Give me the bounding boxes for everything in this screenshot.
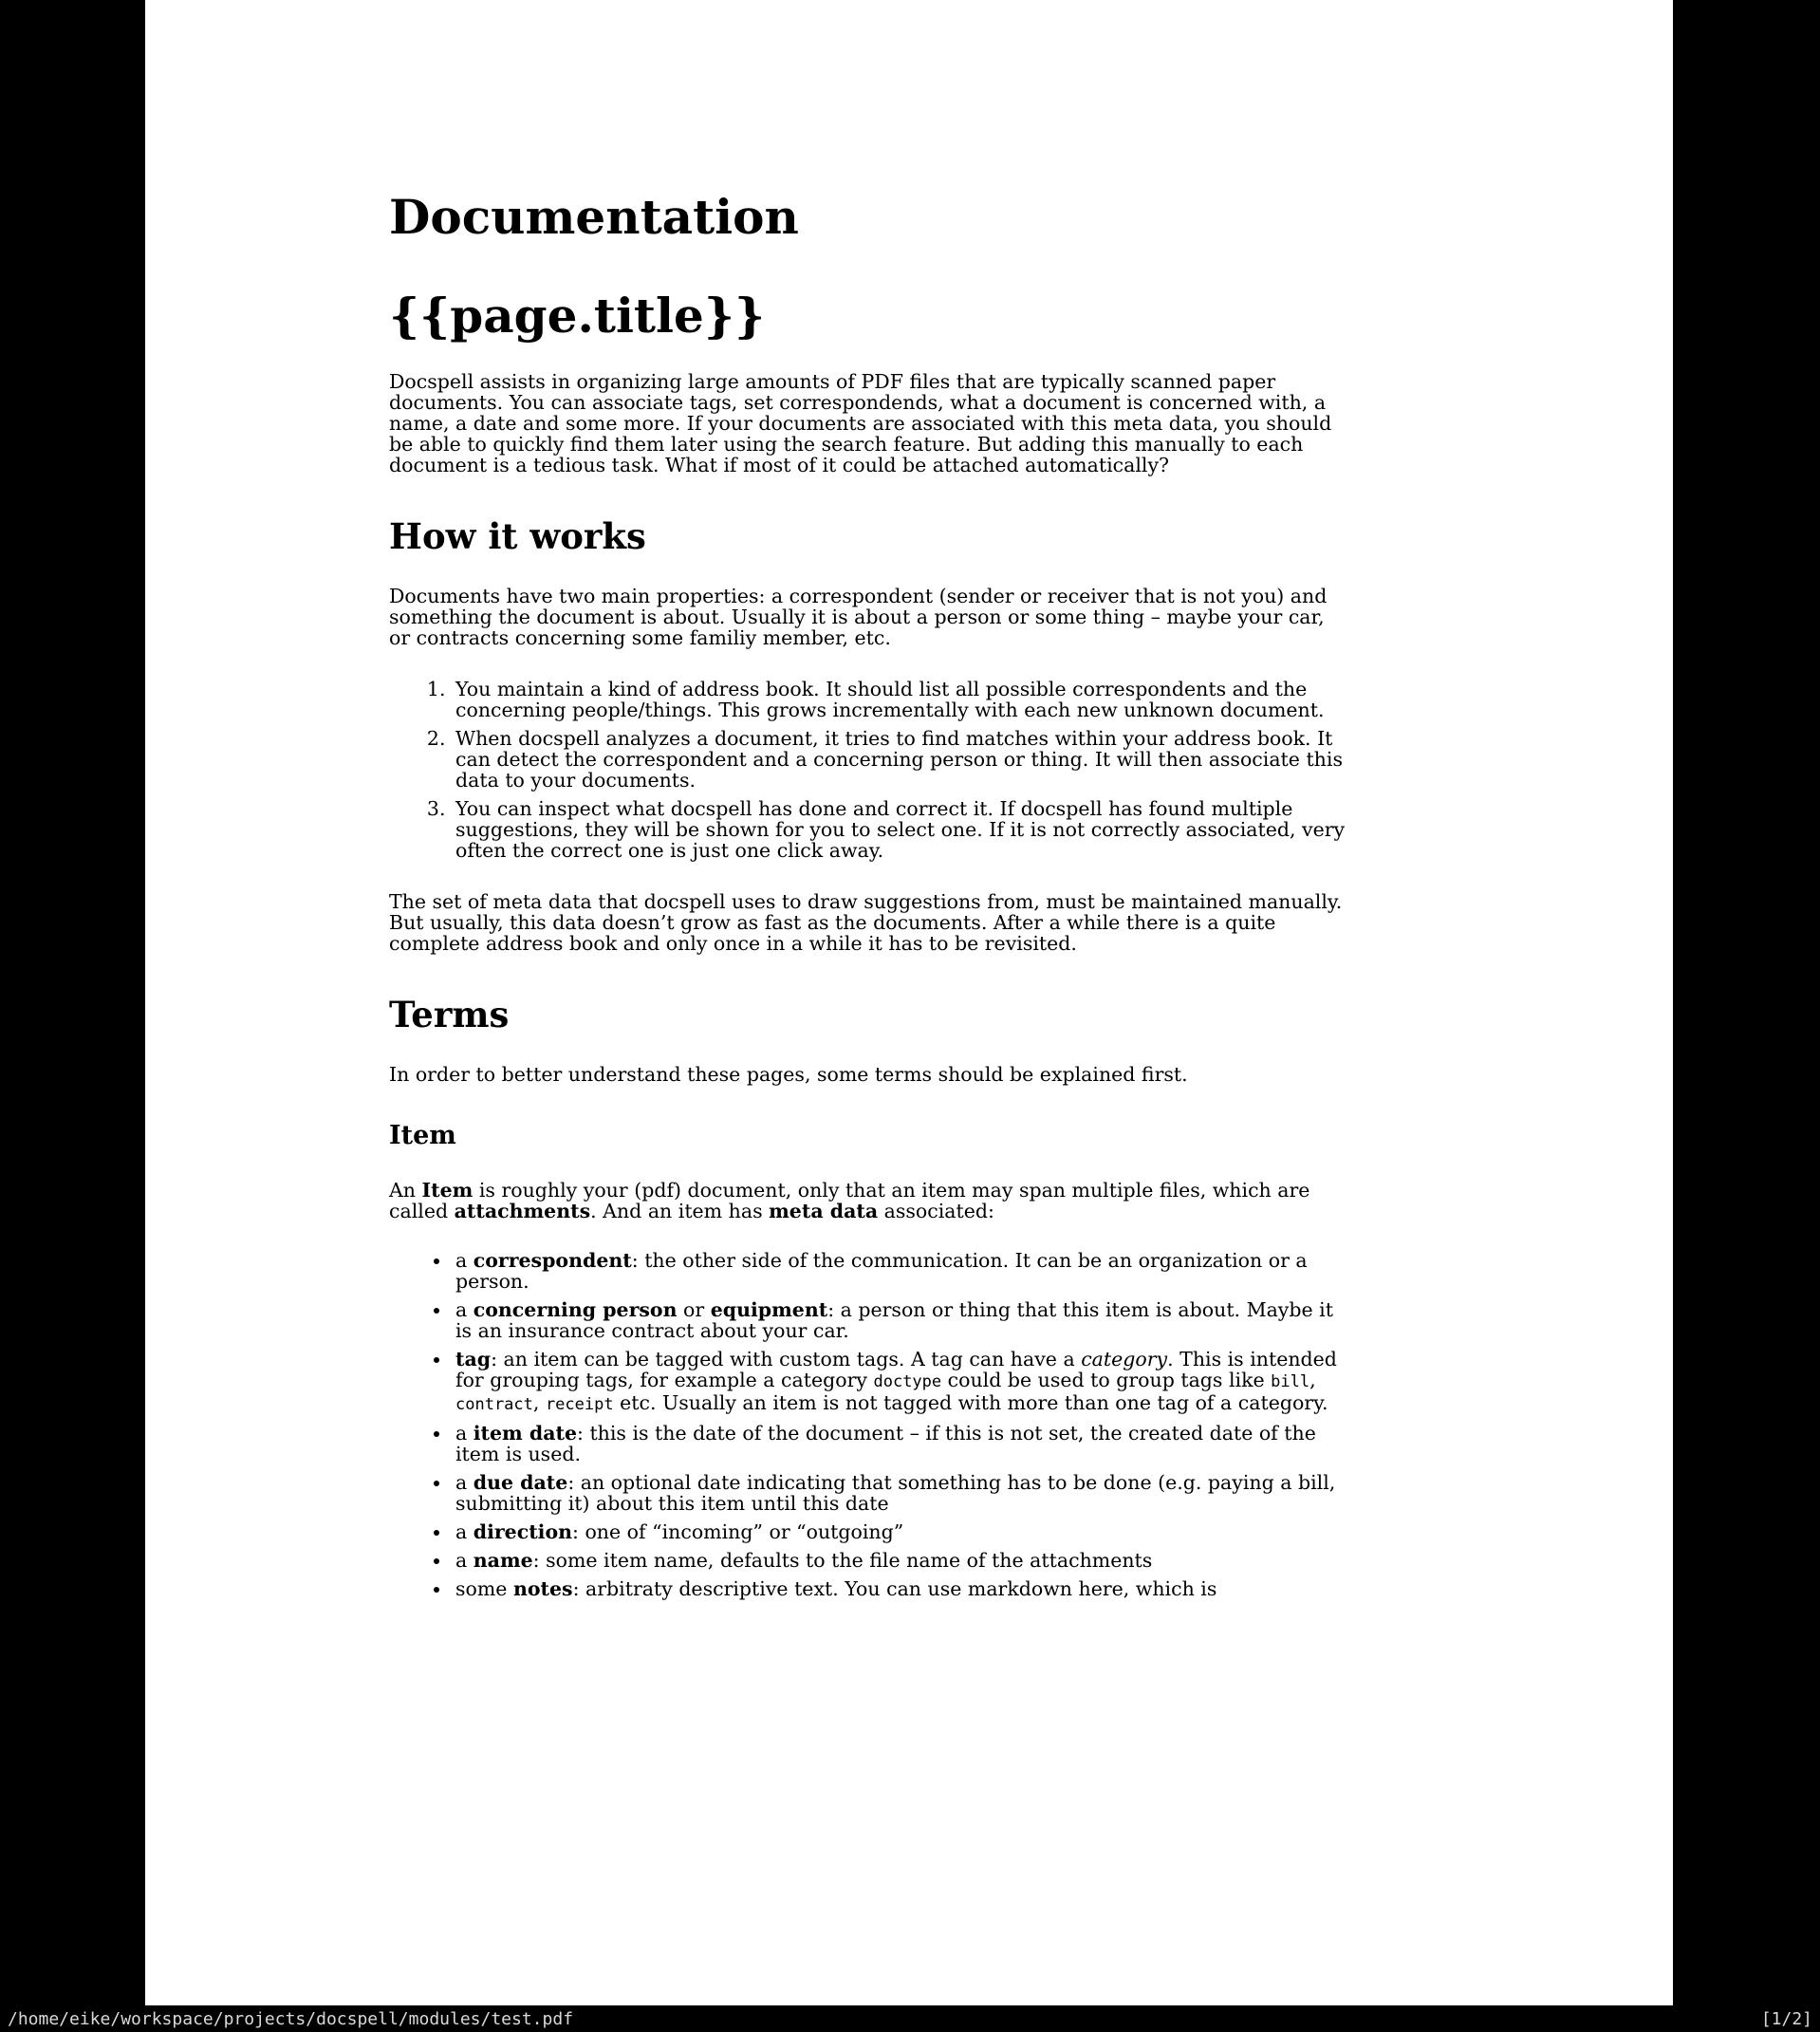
meta-bullet: • a correspondent: the other side of the communication. It can be an organization or a person.	[452, 1250, 1347, 1292]
meta-bullet: • a name: some item name, defaults to the file name of the attachments	[452, 1550, 1347, 1571]
statusbar	[0, 2005, 1820, 2032]
meta-bullet: • a direction: one of “incoming” or “outgoing”	[452, 1521, 1347, 1542]
page-content	[145, 0, 1673, 2005]
meta-bullet: • tag: an item can be tagged with custom tags. A tag can have a category. This is intended for grouping tags, for example a category doctype could be used to group tags like bill, contract, receipt etc. Usually an item is not tagged with more than one tag of a category.	[452, 1349, 1347, 1415]
statusbar-file-path: /home/eike/workspace/projects/docspell/modules/test.pdf	[8, 2008, 574, 2029]
step-item: 2. When docspell analyzes a document, it tries to find matches within your address book. It can detect the correspondent and a concerning person or thing. It will then associate this data to your documents.	[452, 728, 1347, 791]
pdf-page	[145, 0, 1673, 2005]
how-it-works-intro: Documents have two main properties: a correspondent (sender or receiver that is not you) and something the document is about. Usually it is about a person or some thing – maybe your car, or contracts concerning some familiy member, etc.	[389, 584, 1328, 649]
heading-item: Item	[389, 1120, 456, 1150]
statusbar-page-indicator: [1/2]	[1760, 2008, 1812, 2029]
heading-documentation: Documentation	[389, 189, 799, 245]
heading-how-it-works: How it works	[389, 515, 646, 557]
intro-paragraph: Docspell assists in organizing large amounts of PDF files that are typically scanned paper documents. You can associate tags, set correspondends, what a document is concerned with, a name, a date and some more. If your documents are associated with this meta data, you should be able to quickly find them later using the search feature. But adding this manually to each document is a tedious task. What if most of it could be attached automatically?	[389, 370, 1332, 476]
meta-bullet: • a due date: an optional date indicating that something has to be done (e.g. paying a bill, submitting it) about this item until this date	[452, 1472, 1347, 1514]
heading-terms: Terms	[389, 993, 510, 1035]
terms-intro: In order to better understand these pages, some terms should be explained first.	[389, 1062, 1188, 1086]
meta-bullet: • a concerning person or equipment: a person or thing that this item is about. Maybe it is an insurance contract about your car.	[452, 1299, 1347, 1341]
how-it-works-outro: The set of meta data that docspell uses to draw suggestions from, must be maintained manually. But usually, this data doesn’t grow as fast as the documents. After a while there is a quite complete address book and only once in a while it has to be revisited.	[389, 889, 1343, 955]
meta-bullet: • a item date: this is the date of the document – if this is not set, the created date of the item is used.	[452, 1423, 1347, 1464]
step-item: 3. You can inspect what docspell has done and correct it. If docspell has found multiple suggestions, they will be shown for you to select one. If it is not correctly associated, very often the correct one is just one click away.	[452, 798, 1347, 861]
heading-page-title: {{page.title}}	[389, 288, 766, 344]
item-meta-list	[389, 1250, 1347, 1599]
how-it-works-steps	[389, 679, 1347, 861]
step-item: 1. You maintain a kind of address book. It should list all possible correspondents and the concerning people/things. This grows incrementally with each new unknown document.	[452, 679, 1347, 720]
item-intro: An Item is roughly your (pdf) document, only that an item may span multiple files, which are called attachments. And an item has meta data associated:	[389, 1179, 1310, 1223]
meta-bullet: • some notes: arbitraty descriptive text. You can use markdown here, which is	[452, 1578, 1347, 1599]
